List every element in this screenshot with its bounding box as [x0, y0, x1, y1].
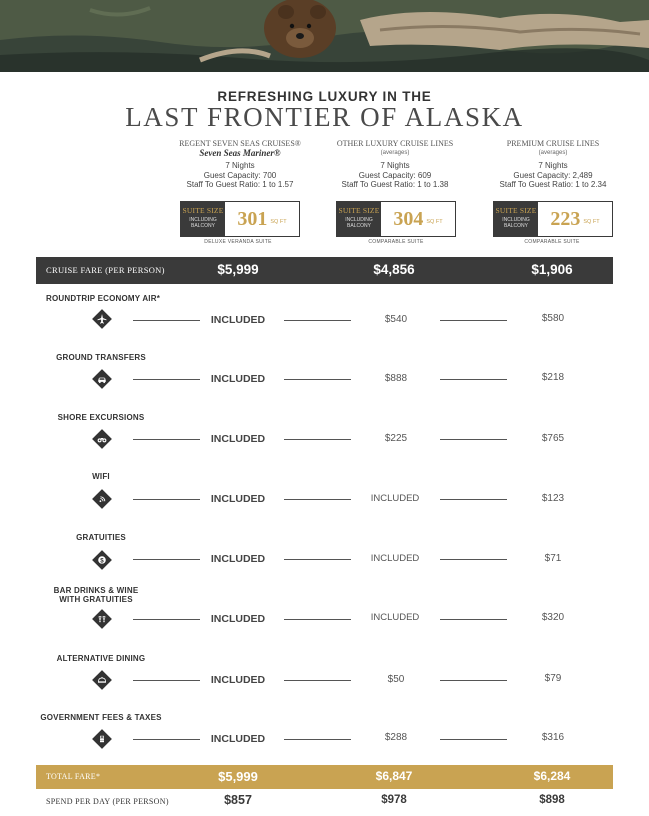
cell-premium-shore-excursions: $765 [541, 433, 565, 444]
cell-other-luxury-government-fees: $288 [384, 732, 408, 743]
suite-size-unit: SQ FT [583, 218, 600, 225]
cell-regent-alternative-dining: INCLUDED [210, 674, 266, 686]
row-label-air: ROUNDTRIP ECONOMY AIR* [45, 294, 161, 303]
ship-name: Seven Seas Mariner® [199, 147, 281, 158]
cell-premium-gratuities: $71 [544, 553, 562, 564]
svg-text:$: $ [100, 557, 104, 565]
cell-regent-bar-drinks: INCLUDED [210, 613, 266, 625]
cruise-fare-premium: $1,906 [531, 262, 573, 277]
cloche-icon [92, 670, 112, 690]
cruise-line-name: OTHER LUXURY CRUISE LINES [336, 139, 454, 148]
guest-capacity: Guest Capacity: 700 [203, 170, 277, 180]
cruise-line-name: REGENT SEVEN SEAS CRUISES® [179, 139, 301, 148]
column-header-premium [483, 139, 623, 190]
wine-glasses-icon [92, 609, 112, 629]
cell-regent-air: INCLUDED [210, 314, 266, 326]
cell-other-luxury-wifi: INCLUDED [370, 493, 420, 504]
suite-size-box-premium [493, 201, 613, 237]
cell-other-luxury-bar-drinks: INCLUDED [370, 612, 420, 623]
cell-other-luxury-shore-excursions: $225 [384, 433, 408, 444]
cell-premium-ground-transfers: $218 [541, 372, 565, 383]
suite-size-box-other-luxury [336, 201, 456, 237]
total-fare-premium: $6,284 [533, 769, 571, 783]
cell-other-luxury-alternative-dining: $50 [387, 674, 405, 685]
plane-icon [92, 309, 112, 329]
suite-size-unit: SQ FT [426, 218, 443, 225]
averages-note: (averages) [380, 149, 410, 156]
row-label-bar-drinks: BAR DRINKS & WINE WITH GRATUITIES [53, 586, 139, 604]
dollar-icon [92, 550, 112, 570]
staff-ratio: Staff To Guest Ratio: 1 to 1.38 [341, 180, 449, 189]
staff-ratio: Staff To Guest Ratio: 1 to 2.34 [499, 180, 607, 189]
cruise-fare-regent: $5,999 [217, 262, 259, 277]
suite-caption-other-luxury: COMPARABLE SUITE [368, 239, 424, 245]
header-kicker: REFRESHING LUXURY IN THE [217, 89, 432, 104]
suite-size-value: 301 [237, 207, 268, 230]
suite-size-value: 304 [393, 207, 424, 230]
suite-size-unit: SQ FT [270, 218, 287, 225]
cell-premium-bar-drinks: $320 [541, 612, 565, 623]
cell-other-luxury-ground-transfers: $888 [384, 373, 408, 384]
row-label-wifi: WIFI [92, 472, 110, 481]
binoculars-icon [92, 429, 112, 449]
cell-premium-government-fees: $316 [541, 732, 565, 743]
guest-capacity: Guest Capacity: 2,489 [513, 170, 593, 180]
cell-other-luxury-gratuities: INCLUDED [370, 553, 420, 564]
column-header-regent [170, 139, 310, 190]
suite-size-label: SUITE SIZE [338, 206, 380, 215]
row-label-ground-transfers: GROUND TRANSFERS [56, 353, 146, 362]
suite-caption-regent: DELUXE VERANDA SUITE [204, 239, 272, 245]
suite-size-sub: INCLUDING BALCONY [189, 217, 217, 229]
cell-other-luxury-air: $540 [384, 314, 408, 325]
cruise-fare-label: CRUISE FARE (PER PERSON) [46, 265, 165, 275]
total-fare-other-luxury: $6,847 [375, 769, 413, 783]
suite-caption-premium: COMPARABLE SUITE [524, 239, 580, 245]
cruise-line-name: PREMIUM CRUISE LINES [506, 139, 600, 148]
suite-size-sub: INCLUDING BALCONY [502, 217, 530, 229]
calculator-icon [92, 729, 112, 749]
cruise-fare-other-luxury: $4,856 [373, 262, 415, 277]
column-header-other-luxury [325, 139, 465, 190]
cell-regent-wifi: INCLUDED [210, 493, 266, 505]
cruise-fare-bar [36, 257, 613, 284]
nights: 7 Nights [380, 161, 410, 170]
spend-per-day-other-luxury: $978 [381, 794, 407, 806]
cell-premium-wifi: $123 [541, 493, 565, 504]
row-label-gratuities: GRATUITIES [76, 533, 126, 542]
cell-regent-ground-transfers: INCLUDED [210, 373, 266, 385]
guest-capacity: Guest Capacity: 609 [358, 170, 432, 180]
total-fare-regent: $5,999 [218, 769, 258, 784]
row-label-shore-excursions: SHORE EXCURSIONS [57, 413, 145, 422]
cell-premium-air: $580 [541, 313, 565, 324]
cell-regent-government-fees: INCLUDED [210, 733, 266, 745]
hero-photo-bear [0, 0, 649, 72]
row-label-government-fees: GOVERNMENT FEES & TAXES [40, 713, 162, 722]
spend-per-day-regent: $857 [224, 793, 252, 807]
suite-size-sub: INCLUDING BALCONY [345, 217, 373, 229]
total-fare-bar [36, 765, 613, 789]
cell-regent-shore-excursions: INCLUDED [210, 433, 266, 445]
suite-size-label: SUITE SIZE [182, 206, 224, 215]
nights: 7 Nights [538, 161, 568, 170]
cell-premium-alternative-dining: $79 [544, 673, 562, 684]
nights: 7 Nights [225, 161, 255, 170]
suite-size-box-regent [180, 201, 300, 237]
spend-per-day-premium: $898 [539, 794, 565, 806]
cell-regent-gratuities: INCLUDED [210, 553, 266, 565]
bear-photo-illustration [0, 0, 649, 72]
total-fare-label: TOTAL FARE* [46, 772, 101, 781]
suite-size-value: 223 [550, 207, 581, 230]
wifi-icon [92, 489, 112, 509]
staff-ratio: Staff To Guest Ratio: 1 to 1.57 [186, 180, 294, 189]
averages-note: (averages) [538, 149, 568, 156]
page-title: LAST FRONTIER OF ALASKA [125, 102, 524, 132]
car-icon [92, 369, 112, 389]
suite-size-label: SUITE SIZE [495, 206, 537, 215]
spend-per-day-label: SPEND PER DAY (PER PERSON) [46, 797, 169, 806]
row-label-alternative-dining: ALTERNATIVE DINING [56, 654, 146, 663]
